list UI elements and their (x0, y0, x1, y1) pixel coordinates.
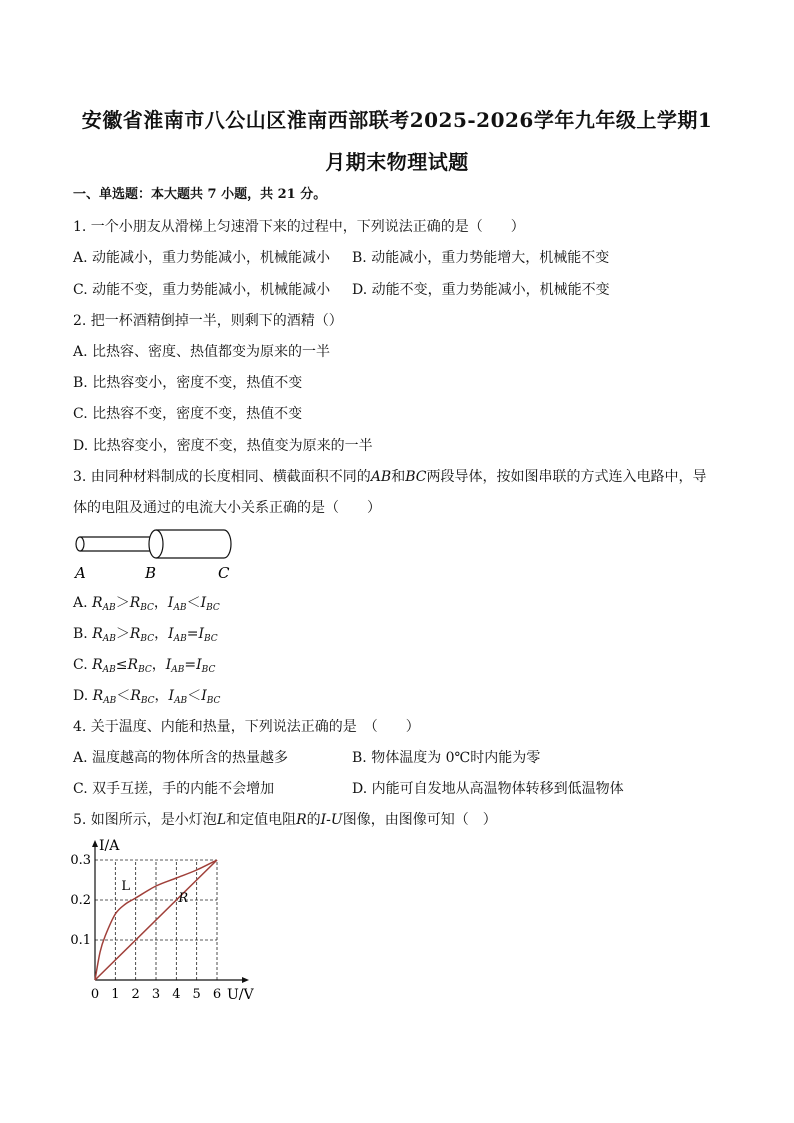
q3-bc: BC (405, 469, 427, 485)
q5-stem-post: 图像，由图像可知（ ） (342, 812, 497, 828)
q3-b-sep: ， (154, 626, 169, 642)
q1-stem: 1. 一个小朋友从滑梯上匀速滑下来的过程中，下列说法正确的是（ ） (73, 219, 525, 235)
y-axis-label: I/A (99, 838, 120, 854)
y-tick-label: 0.1 (70, 933, 91, 948)
q3-a-rab: AB (102, 603, 116, 613)
x-tick-label: 0 (90, 987, 100, 1002)
q3-d-label: D. (73, 688, 93, 704)
q3-option-d (73, 687, 220, 710)
q3-d-rab: AB (103, 696, 117, 706)
q1-option-d: D. 动能不变，重力势能减小，机械能不变 (352, 282, 610, 298)
q3-b-rab: AB (102, 634, 116, 644)
x-tick-label: 6 (212, 987, 222, 1002)
q4-option-d: D. 内能可自发地从高温物体转移到低温物体 (352, 781, 624, 797)
label-b: B (145, 564, 157, 582)
section-heading: 一、单选题：本大题共 7 小题，共 21 分。 (73, 187, 327, 202)
q2-option-b: B. 比热容变小，密度不变，热值不变 (73, 375, 303, 391)
q2-option-a: A. 比热容、密度、热值都变为原来的一半 (73, 344, 331, 360)
q3-a-label: A. (73, 595, 93, 611)
q3-b-ibc: BC (204, 634, 218, 644)
q5-r: R (296, 812, 307, 828)
x-axis-arrow (242, 977, 249, 983)
q3-b-i: I (168, 626, 174, 642)
q3-d-r: R (92, 688, 104, 704)
x-tick-label: 3 (151, 987, 161, 1002)
x-tick-label: 4 (172, 987, 181, 1002)
q3-d-rbc: BC (140, 696, 155, 706)
q5-iu: I-U (320, 812, 343, 828)
q3-c-label: C. (73, 657, 93, 673)
series-l-label: L (121, 879, 131, 894)
q3-d-i2: I (201, 688, 207, 704)
q3-stem-pre: 3. 由同种材料制成的长度相同、横截面积不同的 (73, 469, 371, 485)
q3-b-iab: AB (173, 634, 187, 644)
q3-c-r2: R (127, 657, 139, 673)
q3-b-rbc: BC (140, 634, 155, 644)
q3-stem-line2: 体的电阻及通过的电流大小关系正确的是（ ） (73, 500, 381, 516)
q3-c-sep: ， (151, 657, 166, 673)
q5-stem-pre: 5. 如图所示，是小灯泡 (73, 812, 217, 828)
label-c: C (218, 564, 230, 582)
q3-d-ibc: BC (206, 696, 221, 706)
q5-l: L (216, 812, 227, 828)
q3-b-r2: R (129, 626, 141, 642)
q1-option-a: A. 动能减小，重力势能减小，机械能减小 (73, 250, 331, 266)
q4-stem: 4. 关于温度、内能和热量，下列说法正确的是 （ ） (73, 719, 420, 735)
q3-d-rel1: ＜ (116, 688, 131, 704)
iu-chart (60, 832, 260, 1004)
q4-option-b: B. 物体温度为 0℃时内能为零 (352, 750, 541, 766)
q3-a-rel1: ＞ (115, 595, 130, 611)
page-title-line2: 月期末物理试题 (325, 150, 469, 174)
y-tick-label: 0.3 (70, 853, 91, 868)
q3-c-rbc: BC (138, 665, 152, 675)
q3-a-r: R (92, 595, 103, 611)
q3-ab: AB (370, 469, 392, 485)
y-tick-label: 0.2 (70, 893, 91, 908)
page-title-line1: 安徽省淮南市八公山区淮南西部联考2025-2026学年九年级上学期1 (81, 108, 713, 132)
q3-option-a (73, 594, 220, 617)
q4-option-c: C. 双手互搓，手的内能不会增加 (73, 781, 275, 797)
q3-option-c (73, 656, 215, 679)
q3-b-i2: I (198, 626, 205, 642)
q3-c-rab: AB (102, 665, 116, 675)
q3-and: 和 (391, 469, 406, 485)
q3-c-i2: I (196, 657, 202, 673)
q3-c-rel2: = (184, 657, 197, 673)
q3-d-i: I (168, 688, 175, 704)
q3-a-rbc: BC (140, 603, 154, 613)
q3-a-ibc: BC (206, 603, 220, 613)
q3-c-r: R (92, 657, 103, 673)
x-tick-label: 5 (192, 987, 201, 1002)
y-axis-arrow (92, 840, 98, 847)
q3-d-rel2: ＜ (187, 688, 202, 704)
q2-stem: 2. 把一杯酒精倒掉一半，则剩下的酒精（） (73, 313, 343, 329)
x-axis-label: U/V (227, 987, 254, 1003)
q3-a-iab: AB (173, 603, 187, 613)
q3-b-label: B. (73, 626, 93, 642)
label-a: A (75, 564, 86, 582)
q1-option-b: B. 动能减小，重力势能增大，机械能不变 (352, 250, 610, 266)
q3-d-iab: AB (174, 696, 188, 706)
q3-d-sep: ， (154, 688, 169, 704)
q2-option-d: D. 比热容变小，密度不变，热值变为原来的一半 (73, 438, 373, 454)
q3-a-rel2: ＜ (186, 595, 201, 611)
q3-a-sep: ， (153, 595, 168, 611)
q3-b-rel2: = (186, 626, 199, 642)
q3-c-ibc: BC (201, 665, 216, 675)
q3-c-iab: AB (171, 665, 185, 675)
q3-option-b (73, 625, 218, 648)
q3-b-rel1: ＞ (115, 626, 130, 642)
q2-option-c: C. 比热容不变，密度不变，热值不变 (73, 406, 303, 422)
q3-stem-post: 两段导体，按如图串联的方式连入电路中，导 (426, 469, 707, 485)
q3-stem (73, 468, 706, 486)
x-tick-label: 2 (131, 987, 140, 1002)
q3-c-rel1: ≤ (115, 657, 128, 673)
q3-c-i: I (165, 657, 172, 673)
q5-mid2: 的 (306, 812, 321, 828)
conductor-figure (70, 527, 240, 583)
q3-a-i2: I (200, 595, 207, 611)
q3-a-r2: R (129, 595, 141, 611)
q3-b-r: R (92, 626, 103, 642)
series-r-label: R (178, 891, 189, 906)
q3-a-i: I (167, 595, 174, 611)
x-tick-label: 1 (111, 987, 120, 1002)
q4-option-a: A. 温度越高的物体所含的热量越多 (73, 750, 289, 766)
q5-stem (73, 811, 497, 829)
q5-mid: 和定值电阻 (226, 812, 297, 828)
q1-option-c: C. 动能不变，重力势能减小，机械能减小 (73, 282, 331, 298)
q3-d-r2: R (130, 688, 141, 704)
